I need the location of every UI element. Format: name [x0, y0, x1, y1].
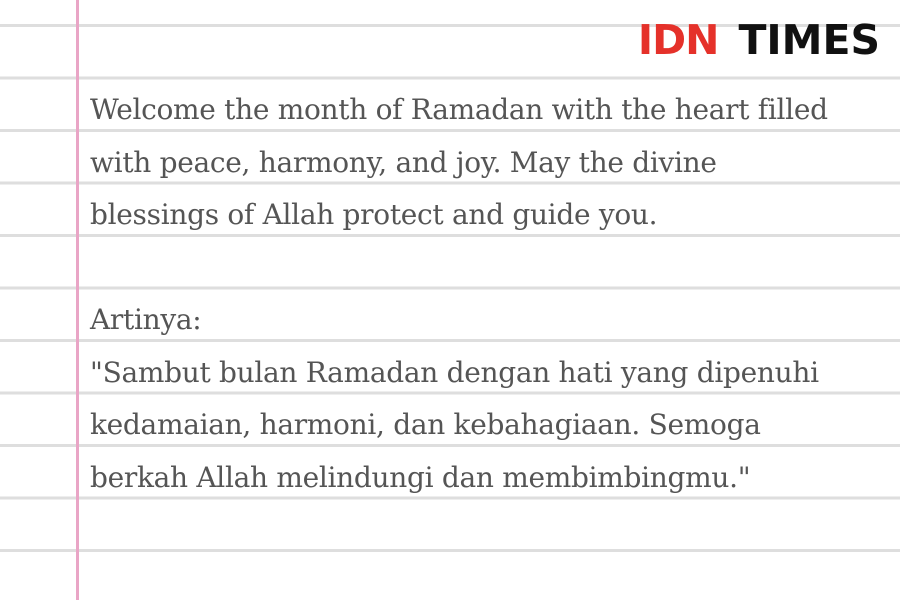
margin-line	[76, 0, 79, 600]
logo-idn-text: IDN	[637, 15, 719, 64]
english-line-1: Welcome the month of Ramadan with the heart filled	[90, 93, 828, 126]
logo-times-text: TIMES	[738, 15, 880, 64]
idn-times-logo	[638, 16, 880, 64]
blank-line	[90, 242, 890, 295]
translation-line-1: "Sambut bulan Ramadan dengan hati yang dipenuhi	[90, 355, 819, 389]
english-line-2: with peace, harmony, and joy. May the divine	[90, 145, 717, 179]
translation-line-3: berkah Allah melindungi dan membimbingmu."	[90, 460, 751, 494]
translation-line-2: kedamaian, harmoni, dan kebahagiaan. Semoga	[90, 408, 761, 441]
english-line-3: blessings of Allah protect and guide you.	[90, 198, 658, 231]
translation-label: Artinya:	[90, 303, 202, 336]
quote-block	[90, 84, 890, 504]
